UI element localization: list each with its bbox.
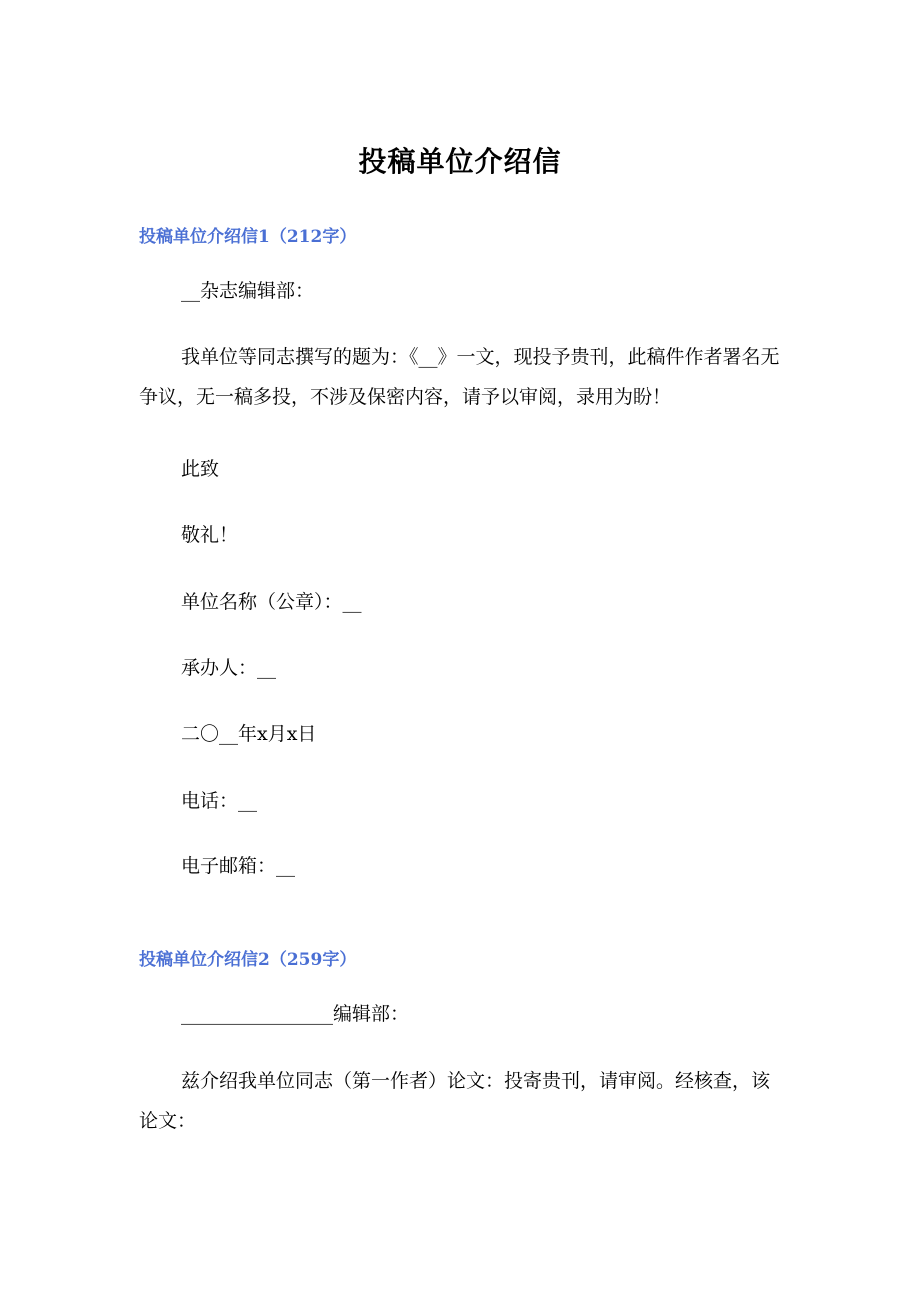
closing-greeting: 此致 <box>181 458 220 480</box>
salutation-1: __杂志编辑部： <box>181 280 315 302</box>
document-title: 投稿单位介绍信 <box>358 145 562 178</box>
body-paragraph-2: 兹介绍我单位同志（第一作者）论文：投寄贵刊，请审阅。经核查，该论文： <box>139 1070 771 1132</box>
section-heading-2: 投稿单位介绍信2（259字） <box>139 950 357 970</box>
section-heading-1: 投稿单位介绍信1（212字） <box>139 227 357 247</box>
handler-line: 承办人：__ <box>181 657 277 679</box>
body-paragraph-1: 我单位等同志撰写的题为：《__》一文，现投予贵刊，此稿件作者署名无争议，无一稿多投，不涉及保密内容，请予以审阅，录用为盼！ <box>139 346 780 408</box>
date-line: 二〇__年x月x日 <box>181 723 317 745</box>
salutation-2: ________________编辑部： <box>181 1003 410 1025</box>
closing-salute: 敬礼！ <box>181 524 239 546</box>
phone-line: 电话：__ <box>181 790 258 812</box>
unit-name-line: 单位名称（公章）：__ <box>181 591 362 613</box>
email-line: 电子邮箱：__ <box>181 855 296 877</box>
